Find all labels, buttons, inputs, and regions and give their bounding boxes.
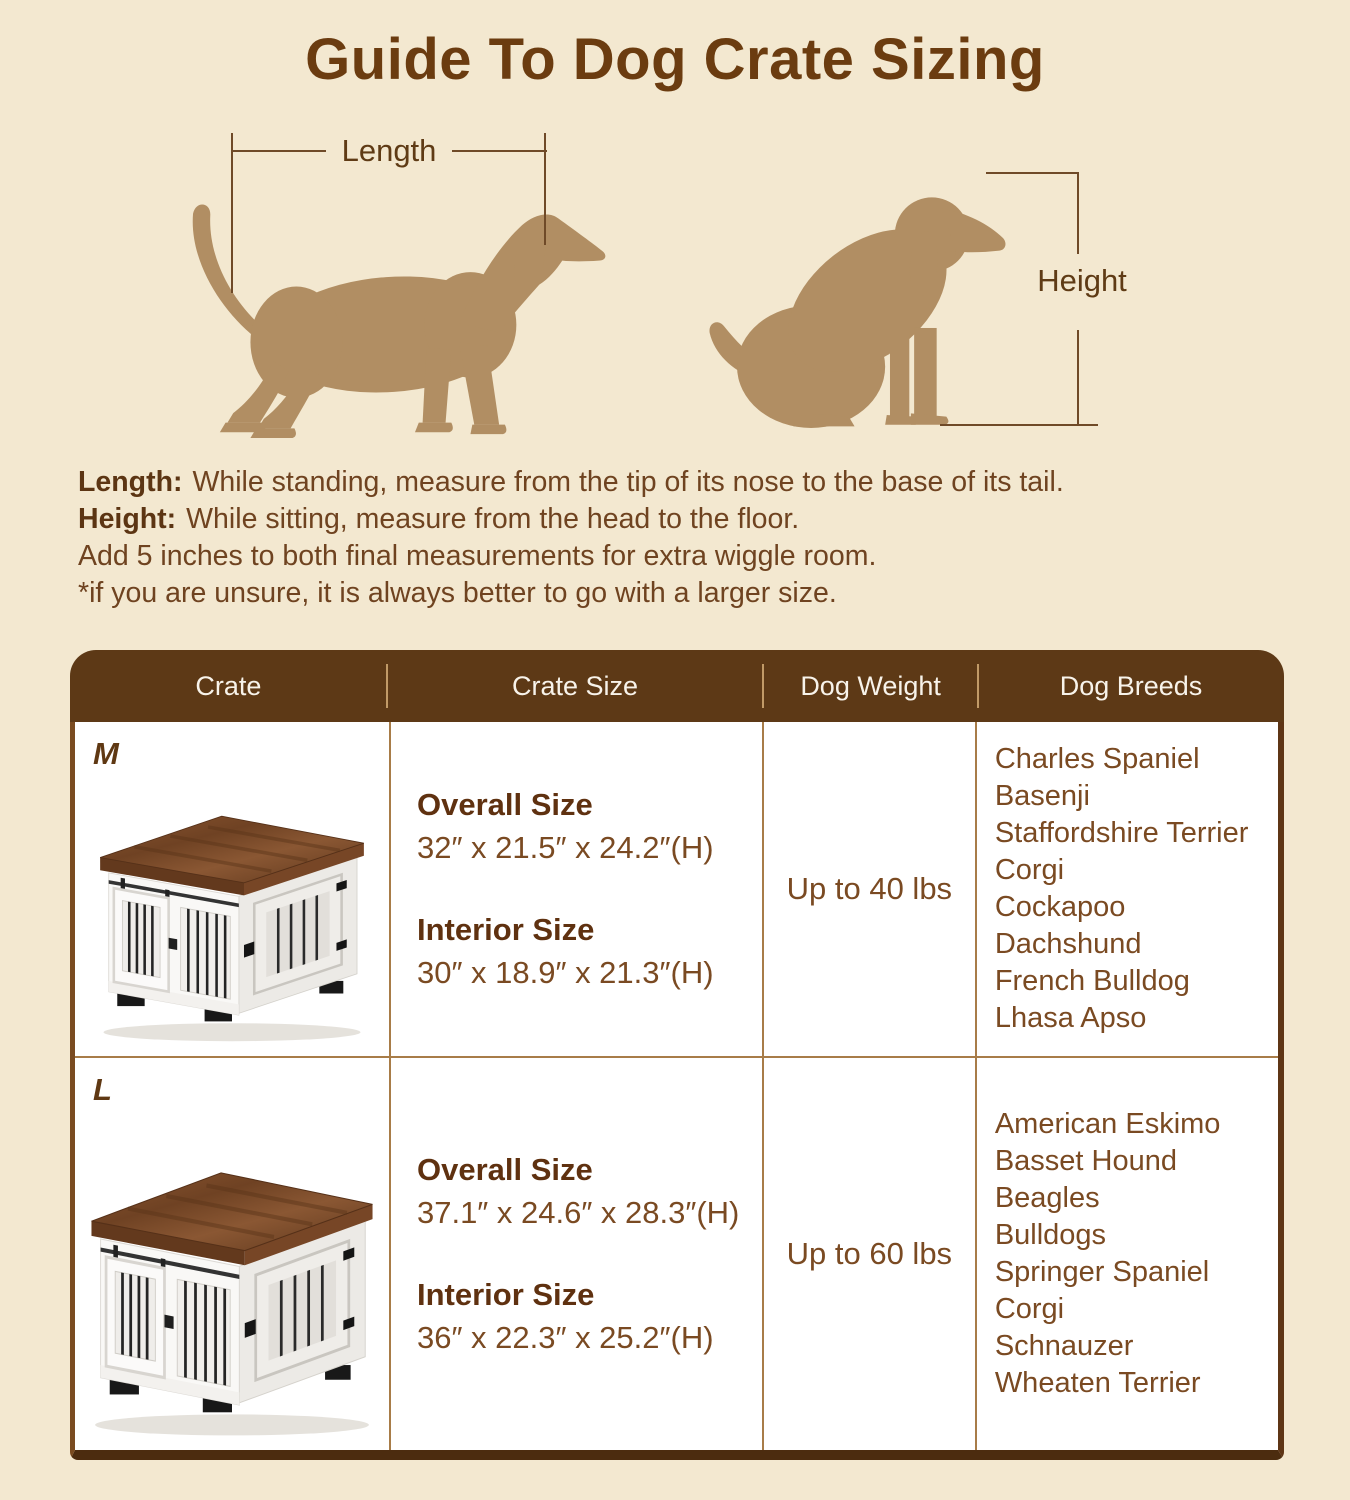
breed-item: Basenji bbox=[994, 780, 1090, 812]
sitting-dog-silhouette-icon bbox=[700, 170, 1022, 436]
interior-size-group bbox=[417, 912, 762, 991]
standing-dog-silhouette-icon bbox=[172, 160, 612, 438]
instruction-length-text: While standing, measure from the tip of its nose to the base of its tail. bbox=[192, 466, 1064, 498]
breed-item: Wheaten Terrier bbox=[994, 1367, 1201, 1399]
breed-item: Beagles bbox=[994, 1182, 1100, 1214]
instruction-height-text: While sitting, measure from the head to the floor. bbox=[186, 503, 800, 535]
table-row-l bbox=[75, 1056, 1278, 1450]
crate-size-table bbox=[70, 650, 1284, 1460]
interior-size-value: 36″ x 22.3″ x 25.2″(H) bbox=[416, 1320, 714, 1355]
dog-weight-value: Up to 40 lbs bbox=[786, 871, 953, 906]
table-body bbox=[70, 722, 1284, 1460]
dog-breeds-cell-m bbox=[975, 722, 1278, 1056]
instruction-line-wiggle: Add 5 inches to both final measurements for extra wiggle room. bbox=[78, 540, 877, 572]
table-header bbox=[70, 650, 1284, 722]
header-cell-dog-breeds: Dog Breeds bbox=[978, 650, 1284, 722]
breed-item: Charles Spaniel bbox=[994, 743, 1200, 775]
breed-item: Corgi bbox=[994, 1293, 1065, 1325]
dog-weight-value: Up to 60 lbs bbox=[786, 1236, 953, 1271]
instruction-line-length bbox=[78, 464, 1318, 501]
length-dimension-label: Length bbox=[341, 133, 437, 168]
breed-item: American Eskimo bbox=[994, 1108, 1221, 1140]
overall-size-group bbox=[417, 1152, 762, 1231]
breed-item: French Bulldog bbox=[994, 965, 1190, 997]
page-title: Guide To Dog Crate Sizing bbox=[305, 27, 1045, 92]
overall-size-group bbox=[417, 787, 762, 866]
crate-size-letter: L bbox=[93, 1072, 112, 1107]
breed-item: Lhasa Apso bbox=[994, 1002, 1147, 1034]
interior-size-value: 30″ x 18.9″ x 21.3″(H) bbox=[416, 955, 714, 990]
crate-cell-m bbox=[75, 722, 389, 1056]
breed-item: Corgi bbox=[994, 854, 1065, 886]
measuring-instructions bbox=[78, 464, 1318, 612]
dog-breeds-cell-l bbox=[975, 1058, 1278, 1450]
dog-weight-cell-m bbox=[762, 722, 975, 1056]
height-dimension-label: Height bbox=[1037, 263, 1127, 298]
overall-size-label: Overall Size bbox=[416, 1152, 593, 1187]
breed-item: Dachshund bbox=[994, 928, 1142, 960]
crate-size-cell-l bbox=[389, 1058, 762, 1450]
length-dimension-line-right bbox=[452, 150, 547, 152]
overall-size-value: 32″ x 21.5″ x 24.2″(H) bbox=[416, 830, 714, 865]
dog-weight-cell-l bbox=[762, 1058, 975, 1450]
interior-size-label: Interior Size bbox=[416, 912, 595, 947]
length-dimension-line-left bbox=[231, 150, 326, 152]
height-dimension-line-upper bbox=[1077, 172, 1079, 254]
interior-size-group bbox=[417, 1277, 762, 1356]
crate-size-cell-m bbox=[389, 722, 762, 1056]
instruction-line-unsure: *if you are unsure, it is always better to go with a larger size. bbox=[78, 577, 837, 609]
crate-cell-l bbox=[75, 1058, 389, 1450]
height-dimension-line-lower bbox=[1077, 330, 1079, 425]
header-cell-crate-size: Crate Size bbox=[387, 650, 763, 722]
header-cell-dog-weight: Dog Weight bbox=[763, 650, 978, 722]
crate-size-letter: M bbox=[93, 736, 119, 771]
interior-size-label: Interior Size bbox=[416, 1277, 595, 1312]
length-dimension bbox=[231, 133, 547, 169]
overall-size-label: Overall Size bbox=[416, 787, 593, 822]
height-dimension-tick-top bbox=[986, 172, 1079, 174]
breed-item: Bulldogs bbox=[994, 1219, 1107, 1251]
breed-item: Springer Spaniel bbox=[994, 1256, 1210, 1288]
breed-item: Basset Hound bbox=[994, 1145, 1177, 1177]
overall-size-value: 37.1″ x 24.6″ x 28.3″(H) bbox=[416, 1195, 740, 1230]
instruction-line-height bbox=[78, 501, 1318, 538]
table-row-m bbox=[75, 722, 1278, 1056]
header-cell-crate: Crate bbox=[195, 670, 262, 701]
breed-item: Staffordshire Terrier bbox=[994, 817, 1249, 849]
breed-item: Cockapoo bbox=[994, 891, 1126, 923]
instruction-length-label: Length: bbox=[78, 466, 183, 498]
instruction-height-label: Height: bbox=[78, 503, 177, 535]
crate-image-icon bbox=[86, 1154, 378, 1448]
height-dimension-tick-bottom bbox=[940, 424, 1098, 426]
breed-item: Schnauzer bbox=[994, 1330, 1134, 1362]
crate-image-icon bbox=[95, 800, 369, 1052]
